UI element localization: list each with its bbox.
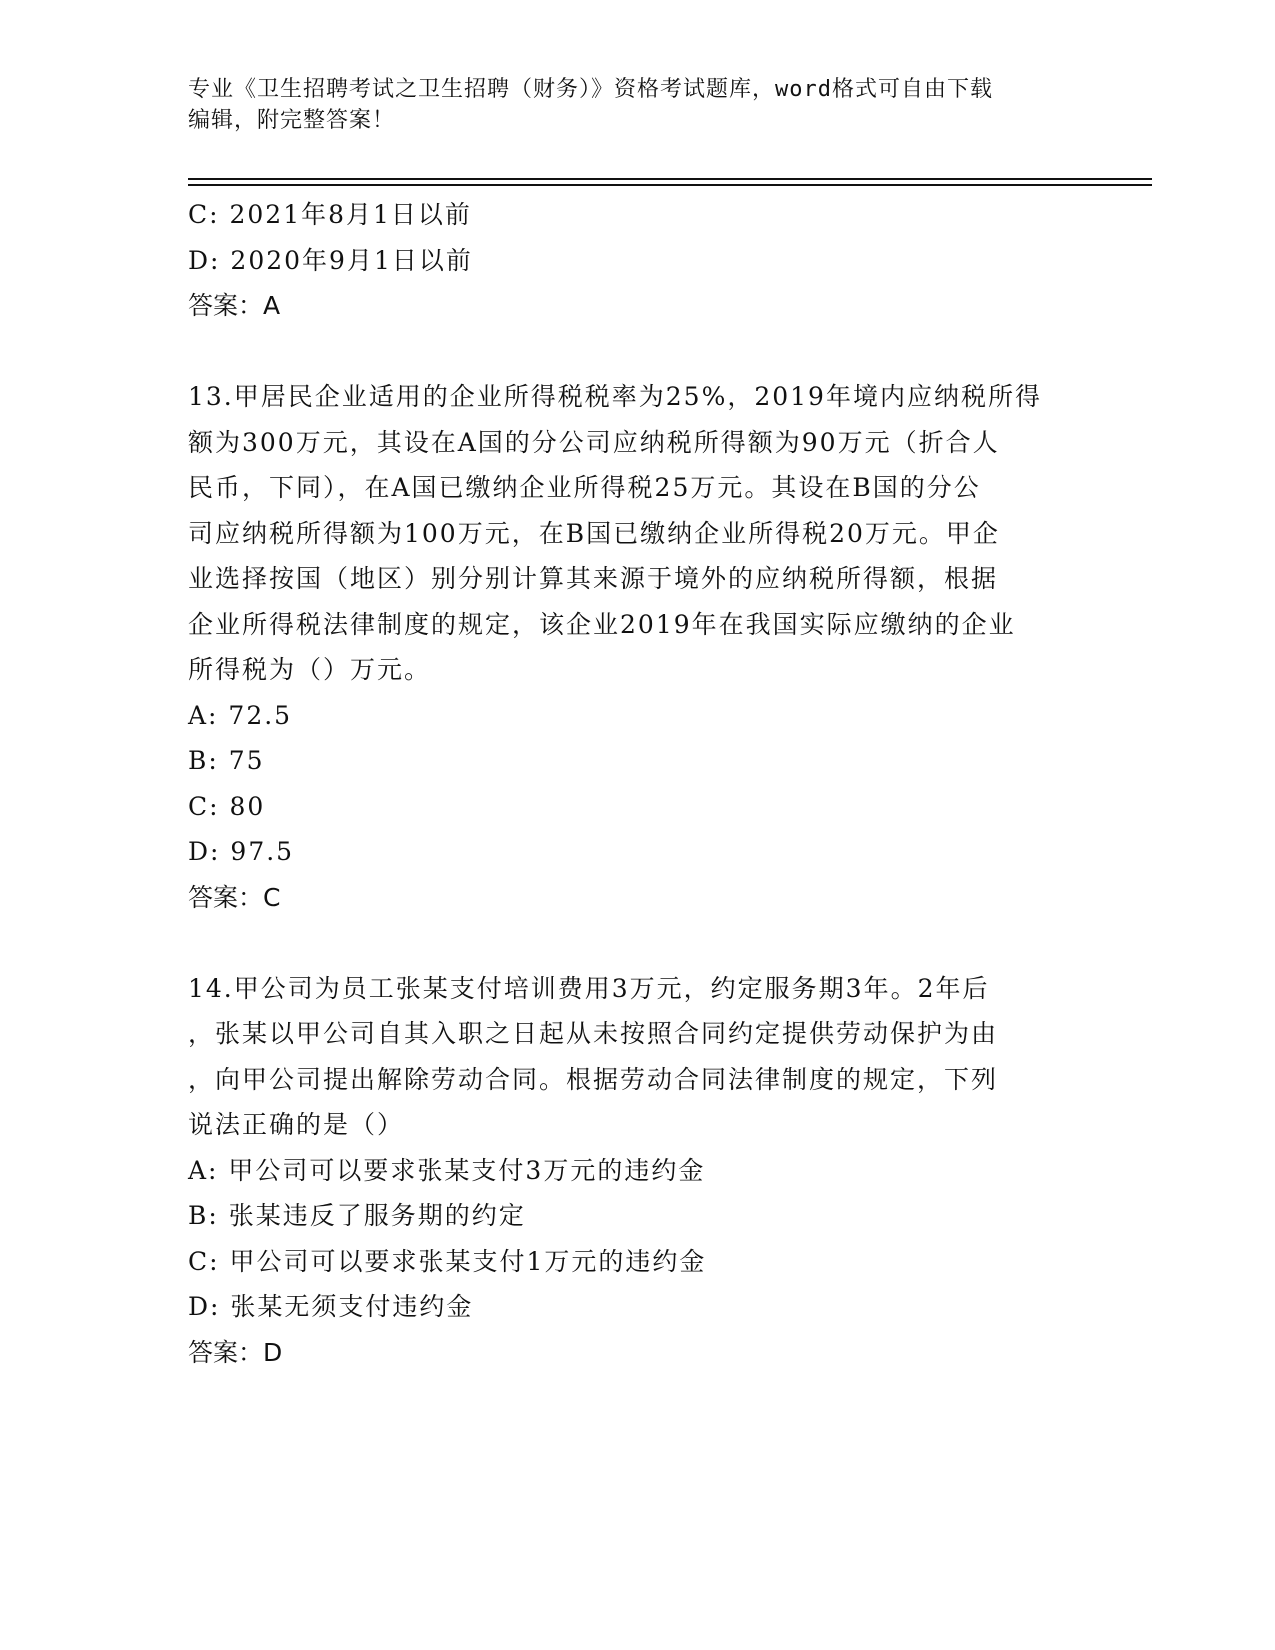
question-text bbox=[188, 374, 1088, 693]
question-14 bbox=[188, 966, 1088, 1376]
option-c: C: 甲公司可以要求张某支付1万元的违约金 bbox=[188, 1246, 707, 1276]
question-text-line: 额为300万元，其设在A国的分公司应纳税所得额为90万元（折合人 bbox=[188, 427, 1000, 457]
question-text-line: 民币，下同），在A国已缴纳企业所得税25万元。其设在B国的分公 bbox=[188, 473, 981, 502]
header-line-1: 专业《卫生招聘考试之卫生招聘（财务）》资格考试题库，word格式可自由下载 bbox=[188, 77, 993, 102]
option-c: C: 80 bbox=[188, 791, 266, 821]
answer-line: 答案：A bbox=[188, 291, 281, 320]
header-rule-top bbox=[188, 178, 1152, 180]
question-text-line: 14.甲公司为员工张某支付培训费用3万元，约定服务期3年。2年后 bbox=[188, 973, 990, 1003]
option-c: C: 2021年8月1日以前 bbox=[188, 200, 472, 229]
question-text bbox=[188, 966, 1088, 1148]
question-13 bbox=[188, 374, 1088, 920]
question-text-line: 说法正确的是（） bbox=[188, 1110, 405, 1139]
previous-question-tail bbox=[188, 192, 1088, 329]
question-content bbox=[188, 192, 1088, 1375]
question-text-line: 所得税为（）万元。 bbox=[188, 655, 432, 684]
option-a: A: 甲公司可以要求张某支付3万元的违约金 bbox=[188, 1155, 706, 1185]
answer-line: 答案：C bbox=[188, 882, 281, 912]
question-text-line: 司应纳税所得额为100万元，在B国已缴纳企业所得税20万元。甲企 bbox=[188, 518, 1000, 548]
question-text-line: ，张某以甲公司自其入职之日起从未按照合同约定提供劳动保护为由 bbox=[188, 1019, 999, 1048]
question-text-line: 业选择按国（地区）别分别计算其来源于境外的应纳税所得额，根据 bbox=[188, 564, 999, 593]
header-line-2: 编辑，附完整答案！ bbox=[188, 108, 396, 133]
question-text-line: 企业所得税法律制度的规定，该企业2019年在我国实际应缴纳的企业 bbox=[188, 609, 1016, 639]
page-header bbox=[188, 74, 1068, 136]
question-text-line: ，向甲公司提出解除劳动合同。根据劳动合同法律制度的规定，下列 bbox=[188, 1064, 999, 1094]
option-b: B: 75 bbox=[188, 746, 265, 775]
answer-line: 答案：D bbox=[188, 1337, 283, 1367]
option-d: D: 2020年9月1日以前 bbox=[188, 245, 473, 275]
option-b: B: 张某违反了服务期的约定 bbox=[188, 1201, 526, 1230]
option-a: A: 72.5 bbox=[188, 700, 293, 730]
question-text-line: 13.甲居民企业适用的企业所得税税率为25%，2019年境内应纳税所得 bbox=[188, 382, 1042, 411]
option-d: D: 张某无须支付违约金 bbox=[188, 1292, 474, 1321]
option-d: D: 97.5 bbox=[188, 837, 295, 866]
header-rule-bottom bbox=[188, 184, 1152, 186]
